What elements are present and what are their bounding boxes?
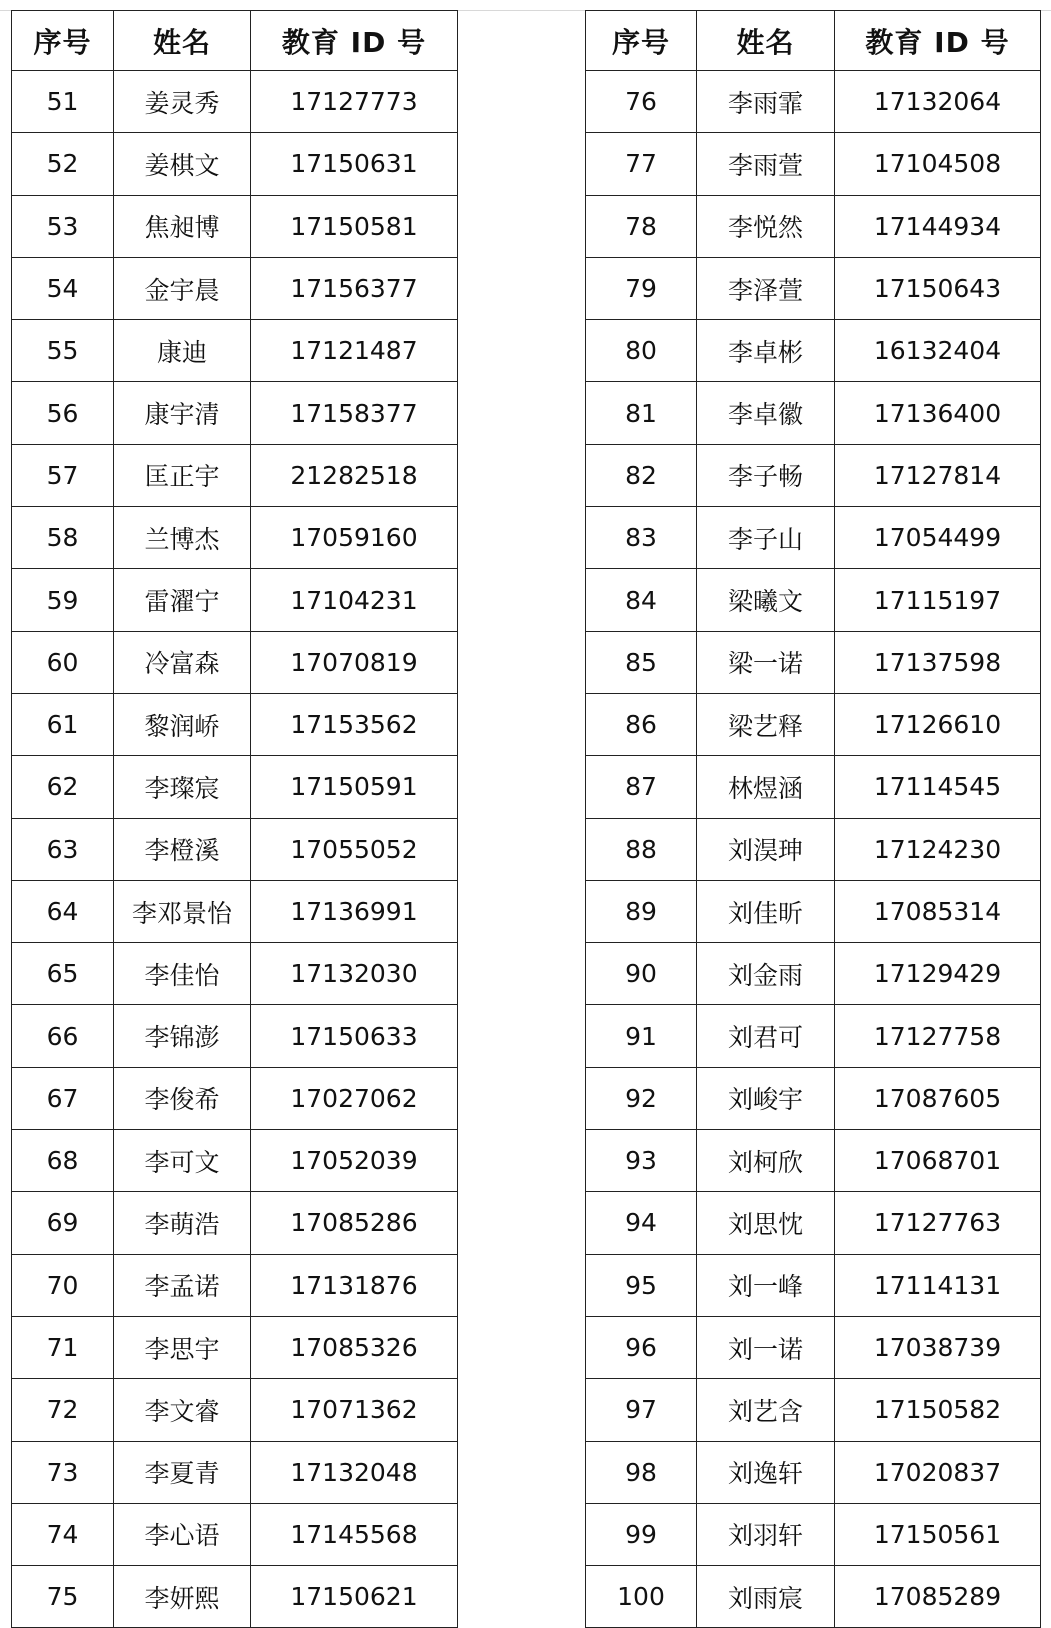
cell-edu-id: 17150582: [835, 1379, 1041, 1441]
header-edu-id: 教育 ID 号: [251, 11, 458, 71]
cell-name: 李悦然: [697, 195, 835, 257]
cell-name: 刘一诺: [697, 1316, 835, 1378]
cell-edu-id: 17136991: [251, 880, 458, 942]
cell-name: 李萌浩: [114, 1192, 251, 1254]
cell-name: 刘柯欣: [697, 1130, 835, 1192]
cell-edu-id: 17132030: [251, 943, 458, 1005]
cell-name: 林煜涵: [697, 756, 835, 818]
table-row: [12, 943, 458, 1005]
cell-index: 72: [12, 1379, 114, 1441]
table-row: [12, 71, 458, 133]
cell-index: 93: [586, 1130, 697, 1192]
cell-index: 60: [12, 631, 114, 693]
header-row: [586, 11, 1041, 71]
cell-index: 76: [586, 71, 697, 133]
cell-name: 刘艺含: [697, 1379, 835, 1441]
cell-edu-id: 17126610: [835, 693, 1041, 755]
table-row: [586, 195, 1041, 257]
table-row: [12, 1067, 458, 1129]
cell-index: 68: [12, 1130, 114, 1192]
table-row: [12, 1441, 458, 1503]
cell-index: 70: [12, 1254, 114, 1316]
cell-name: 刘思忱: [697, 1192, 835, 1254]
cell-edu-id: 17144934: [835, 195, 1041, 257]
cell-name: 李文睿: [114, 1379, 251, 1441]
cell-name: 李锦澎: [114, 1005, 251, 1067]
cell-index: 92: [586, 1067, 697, 1129]
table-row: [12, 818, 458, 880]
cell-edu-id: 17132048: [251, 1441, 458, 1503]
student-table-left: [11, 10, 458, 1628]
cell-name: 李子畅: [697, 444, 835, 506]
cell-edu-id: 17127758: [835, 1005, 1041, 1067]
cell-edu-id: 17114545: [835, 756, 1041, 818]
table-row: [12, 195, 458, 257]
cell-name: 刘佳昕: [697, 880, 835, 942]
cell-index: 57: [12, 444, 114, 506]
table-row: [12, 1316, 458, 1378]
cell-edu-id: 17150581: [251, 195, 458, 257]
cell-index: 99: [586, 1503, 697, 1565]
cell-edu-id: 17150643: [835, 257, 1041, 319]
cell-name: 刘君可: [697, 1005, 835, 1067]
cell-index: 74: [12, 1503, 114, 1565]
cell-edu-id: 17071362: [251, 1379, 458, 1441]
table-row: [586, 818, 1041, 880]
header-index: 序号: [586, 11, 697, 71]
cell-index: 53: [12, 195, 114, 257]
cell-edu-id: 17150561: [835, 1503, 1041, 1565]
cell-edu-id: 17127763: [835, 1192, 1041, 1254]
cell-edu-id: 17070819: [251, 631, 458, 693]
cell-index: 58: [12, 507, 114, 569]
cell-name: 李子山: [697, 507, 835, 569]
cell-index: 62: [12, 756, 114, 818]
table-row: [12, 1254, 458, 1316]
cell-name: 刘峻宇: [697, 1067, 835, 1129]
table-row: [586, 1130, 1041, 1192]
cell-edu-id: 17114131: [835, 1254, 1041, 1316]
cell-edu-id: 17150633: [251, 1005, 458, 1067]
cell-name: 冷富森: [114, 631, 251, 693]
table-row: [12, 133, 458, 195]
table-row: [586, 133, 1041, 195]
cell-index: 100: [586, 1566, 697, 1628]
table-row: [586, 1441, 1041, 1503]
table-row: [12, 382, 458, 444]
cell-index: 51: [12, 71, 114, 133]
cell-edu-id: 17020837: [835, 1441, 1041, 1503]
cell-edu-id: 17085286: [251, 1192, 458, 1254]
cell-name: 李雨霏: [697, 71, 835, 133]
table-row: [586, 943, 1041, 1005]
table-row: [12, 507, 458, 569]
table-row: [586, 1192, 1041, 1254]
cell-name: 焦昶博: [114, 195, 251, 257]
cell-index: 79: [586, 257, 697, 319]
table-row: [12, 1192, 458, 1254]
cell-name: 刘金雨: [697, 943, 835, 1005]
cell-edu-id: 17129429: [835, 943, 1041, 1005]
cell-edu-id: 17127773: [251, 71, 458, 133]
cell-name: 李思宇: [114, 1316, 251, 1378]
cell-index: 81: [586, 382, 697, 444]
cell-edu-id: 17156377: [251, 257, 458, 319]
cell-index: 65: [12, 943, 114, 1005]
cell-index: 52: [12, 133, 114, 195]
cell-name: 李俊希: [114, 1067, 251, 1129]
cell-index: 95: [586, 1254, 697, 1316]
table-row: [12, 320, 458, 382]
table-row: [586, 320, 1041, 382]
table-row: [586, 1566, 1041, 1628]
cell-name: 李妍熙: [114, 1566, 251, 1628]
cell-edu-id: 17136400: [835, 382, 1041, 444]
cell-index: 61: [12, 693, 114, 755]
cell-edu-id: 17038739: [835, 1316, 1041, 1378]
cell-edu-id: 17085314: [835, 880, 1041, 942]
cell-index: 94: [586, 1192, 697, 1254]
cell-index: 75: [12, 1566, 114, 1628]
cell-index: 66: [12, 1005, 114, 1067]
cell-name: 李橙溪: [114, 818, 251, 880]
cell-edu-id: 17131876: [251, 1254, 458, 1316]
table-row: [12, 1503, 458, 1565]
cell-index: 69: [12, 1192, 114, 1254]
cell-name: 刘淏珅: [697, 818, 835, 880]
table-row: [586, 880, 1041, 942]
table-row: [586, 1005, 1041, 1067]
cell-edu-id: 17055052: [251, 818, 458, 880]
table-row: [586, 1067, 1041, 1129]
table-row: [12, 756, 458, 818]
table-row: [12, 1566, 458, 1628]
cell-edu-id: 17137598: [835, 631, 1041, 693]
cell-edu-id: 17158377: [251, 382, 458, 444]
header-edu-id: 教育 ID 号: [835, 11, 1041, 71]
table-row: [12, 1130, 458, 1192]
cell-edu-id: 17115197: [835, 569, 1041, 631]
cell-name: 金宇晨: [114, 257, 251, 319]
cell-index: 91: [586, 1005, 697, 1067]
cell-edu-id: 17052039: [251, 1130, 458, 1192]
table-row: [12, 1005, 458, 1067]
table-row: [586, 756, 1041, 818]
cell-name: 李心语: [114, 1503, 251, 1565]
table-row: [12, 631, 458, 693]
cell-index: 67: [12, 1067, 114, 1129]
cell-index: 71: [12, 1316, 114, 1378]
cell-index: 84: [586, 569, 697, 631]
cell-edu-id: 17153562: [251, 693, 458, 755]
cell-index: 80: [586, 320, 697, 382]
cell-edu-id: 17150621: [251, 1566, 458, 1628]
cell-name: 梁一诺: [697, 631, 835, 693]
cell-index: 86: [586, 693, 697, 755]
cell-name: 姜棋文: [114, 133, 251, 195]
cell-edu-id: 17054499: [835, 507, 1041, 569]
cell-name: 康宇清: [114, 382, 251, 444]
cell-index: 97: [586, 1379, 697, 1441]
cell-edu-id: 17121487: [251, 320, 458, 382]
cell-index: 89: [586, 880, 697, 942]
cell-name: 刘逸轩: [697, 1441, 835, 1503]
table-row: [586, 693, 1041, 755]
cell-name: 李卓徽: [697, 382, 835, 444]
cell-index: 73: [12, 1441, 114, 1503]
cell-index: 96: [586, 1316, 697, 1378]
table-row: [12, 1379, 458, 1441]
cell-name: 匡正宇: [114, 444, 251, 506]
cell-index: 88: [586, 818, 697, 880]
cell-name: 康迪: [114, 320, 251, 382]
cell-name: 李邓景怡: [114, 880, 251, 942]
table-row: [12, 693, 458, 755]
table-row: [586, 382, 1041, 444]
header-index: 序号: [12, 11, 114, 71]
cell-index: 64: [12, 880, 114, 942]
cell-index: 98: [586, 1441, 697, 1503]
table-row: [12, 880, 458, 942]
cell-name: 姜灵秀: [114, 71, 251, 133]
cell-name: 李璨宸: [114, 756, 251, 818]
cell-name: 刘羽轩: [697, 1503, 835, 1565]
cell-index: 55: [12, 320, 114, 382]
cell-name: 兰博杰: [114, 507, 251, 569]
table-row: [12, 569, 458, 631]
header-name: 姓名: [114, 11, 251, 71]
header-name: 姓名: [697, 11, 835, 71]
table-row: [586, 631, 1041, 693]
cell-index: 56: [12, 382, 114, 444]
cell-edu-id: 17150591: [251, 756, 458, 818]
cell-name: 李夏青: [114, 1441, 251, 1503]
cell-edu-id: 17127814: [835, 444, 1041, 506]
cell-name: 梁艺释: [697, 693, 835, 755]
cell-edu-id: 17145568: [251, 1503, 458, 1565]
cell-edu-id: 17059160: [251, 507, 458, 569]
cell-index: 90: [586, 943, 697, 1005]
cell-edu-id: 17027062: [251, 1067, 458, 1129]
cell-index: 83: [586, 507, 697, 569]
cell-index: 82: [586, 444, 697, 506]
cell-index: 54: [12, 257, 114, 319]
cell-name: 黎润峤: [114, 693, 251, 755]
table-row: [586, 1254, 1041, 1316]
cell-name: 李佳怡: [114, 943, 251, 1005]
table-row: [586, 1316, 1041, 1378]
cell-name: 雷濯宁: [114, 569, 251, 631]
table-row: [586, 71, 1041, 133]
cell-edu-id: 17124230: [835, 818, 1041, 880]
student-table-right: [585, 10, 1041, 1628]
cell-name: 李可文: [114, 1130, 251, 1192]
cell-index: 78: [586, 195, 697, 257]
table-row: [586, 569, 1041, 631]
cell-name: 李卓彬: [697, 320, 835, 382]
cell-name: 刘雨宸: [697, 1566, 835, 1628]
cell-edu-id: 17085326: [251, 1316, 458, 1378]
header-row: [12, 11, 458, 71]
table-row: [12, 257, 458, 319]
table-row: [586, 444, 1041, 506]
cell-name: 李雨萱: [697, 133, 835, 195]
table-row: [586, 1379, 1041, 1441]
cell-index: 59: [12, 569, 114, 631]
cell-edu-id: 17085289: [835, 1566, 1041, 1628]
cell-index: 77: [586, 133, 697, 195]
table-row: [586, 507, 1041, 569]
cell-name: 李孟诺: [114, 1254, 251, 1316]
table-row: [12, 444, 458, 506]
cell-edu-id: 17150631: [251, 133, 458, 195]
cell-edu-id: 21282518: [251, 444, 458, 506]
cell-edu-id: 17068701: [835, 1130, 1041, 1192]
table-row: [586, 1503, 1041, 1565]
cell-index: 63: [12, 818, 114, 880]
cell-edu-id: 17132064: [835, 71, 1041, 133]
cell-index: 85: [586, 631, 697, 693]
cell-index: 87: [586, 756, 697, 818]
cell-name: 刘一峰: [697, 1254, 835, 1316]
cell-edu-id: 17104231: [251, 569, 458, 631]
table-row: [586, 257, 1041, 319]
cell-edu-id: 16132404: [835, 320, 1041, 382]
cell-edu-id: 17087605: [835, 1067, 1041, 1129]
cell-name: 李泽萱: [697, 257, 835, 319]
cell-edu-id: 17104508: [835, 133, 1041, 195]
cell-name: 梁曦文: [697, 569, 835, 631]
